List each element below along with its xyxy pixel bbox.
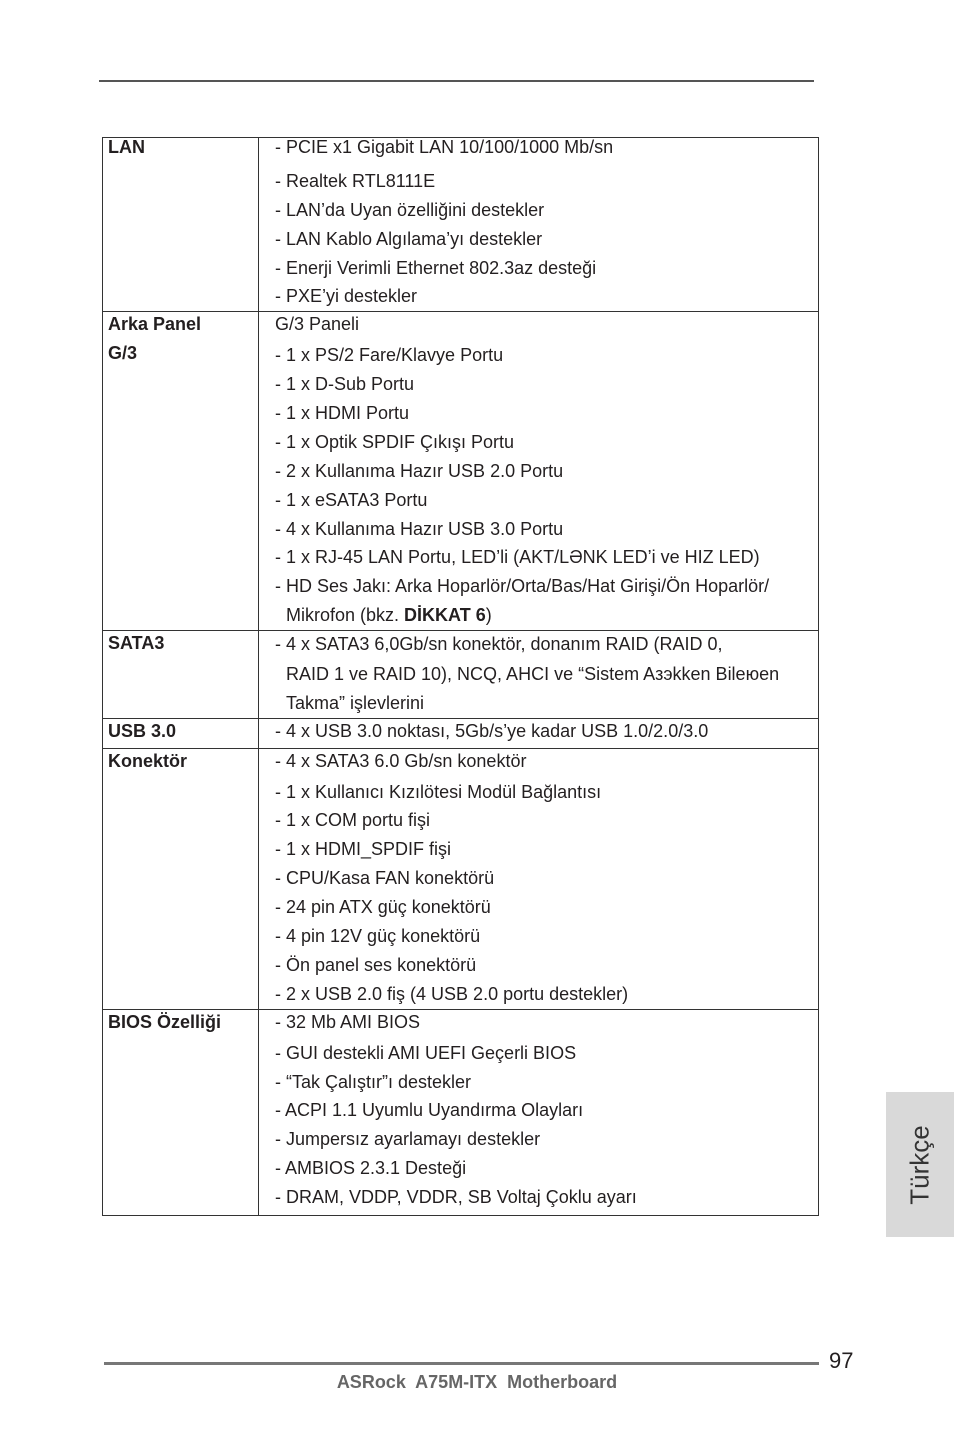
spec-items-cell [259, 631, 819, 719]
spec-item: - 4 x SATA3 6,0Gb/sn konektör, donanım RAID (RAID 0, [275, 634, 723, 655]
spec-label-cell [103, 312, 259, 631]
spec-item: - LAN’da Uyan özelliğini destekler [275, 199, 545, 220]
spec-items-cell [259, 748, 819, 1009]
spec-item: - CPU/Kasa FAN konektörü [275, 868, 495, 889]
spec-label: USB 3.0 [108, 720, 177, 741]
spec-item: RAID 1 ve RAID 10), NCQ, AHCI ve “Sistem Aзэkken Bileюen [286, 664, 780, 685]
spec-items-cell [259, 312, 819, 631]
spec-row-lan [103, 138, 819, 312]
spec-item [275, 601, 818, 630]
spec-item: - LAN Kablo Algılama’yı destekler [275, 228, 543, 249]
spec-item: - 1 x HDMI Portu [275, 403, 410, 424]
spec-label: BIOS Özelliği [108, 1011, 222, 1032]
spec-items-cell [259, 138, 819, 312]
spec-item: - 1 x Kullanıcı Kızılötesi Modül Bağlantısı [275, 781, 602, 802]
spec-row-usb30 [103, 718, 819, 748]
language-tab-label: Türkçe [904, 1124, 935, 1205]
spec-items-cell [259, 718, 819, 748]
spec-item-text: ) [485, 605, 492, 626]
spec-label-cell [103, 718, 259, 748]
spec-item: - 4 x SATA3 6.0 Gb/sn konektör [275, 750, 527, 771]
spec-item: - PCIE x1 Gigabit LAN 10/100/1000 Mb/sn [275, 137, 614, 157]
spec-item: - 1 x eSATA3 Portu [275, 489, 428, 510]
spec-item: - 1 x Optik SPDIF Çıkışı Portu [275, 431, 515, 452]
page-number: 97 [829, 1348, 854, 1373]
spec-label: Arka Panel [108, 314, 202, 335]
spec-item: - 1 x RJ-45 LAN Portu, LED’li (AKT/LƏNK LED’i ve HIZ LED) [275, 547, 760, 568]
spec-item-bold-reference: DİKKAT 6 [404, 605, 486, 626]
spec-item: - PXE’yi destekler [275, 286, 418, 307]
spec-item: - Enerji Verimli Ethernet 802.3az desteği [275, 257, 597, 278]
language-tab [886, 1092, 954, 1237]
spec-row-bios [103, 1009, 819, 1215]
spec-label-cell [103, 138, 259, 312]
spec-item: - 4 pin 12V güç konektörü [275, 926, 481, 947]
spec-item: - 1 x PS/2 Fare/Klavye Portu [275, 345, 504, 366]
spec-label: LAN [108, 137, 145, 157]
spec-item: - 2 x Kullanıma Hazır USB 2.0 Portu [275, 460, 564, 481]
spec-item: - 2 x USB 2.0 fiş (4 USB 2.0 portu destekler) [275, 983, 629, 1004]
spec-items-cell [259, 1009, 819, 1215]
spec-item: - 1 x COM portu fişi [275, 810, 431, 831]
spec-item: - Realtek RTL8111E [275, 170, 436, 191]
spec-label: Konektör [108, 750, 188, 771]
footer-rule [104, 1362, 819, 1365]
spec-item: - AMBIOS 2.3.1 Desteği [275, 1158, 467, 1179]
spec-row-rear-panel [103, 312, 819, 631]
spec-item: - “Tak Çalıştır”ı destekler [275, 1071, 472, 1092]
spec-item: - HD Ses Jakı: Arka Hoparlör/Orta/Bas/Hat Girişi/Ön Hoparlör/ [275, 576, 770, 597]
spec-item: - 1 x D-Sub Portu [275, 374, 415, 395]
spec-row-connector [103, 748, 819, 1009]
specifications-table [102, 137, 819, 1216]
spec-item: - 32 Mb AMI BIOS [275, 1011, 421, 1032]
spec-item: - 4 x Kullanıma Hazır USB 3.0 Portu [275, 518, 564, 539]
spec-item: - 4 x USB 3.0 noktası, 5Gb/s’ye kadar USB 1.0/2.0/3.0 [275, 720, 709, 741]
spec-item-text: Mikrofon (bkz. [286, 605, 405, 626]
header-rule [99, 80, 814, 82]
spec-item: G/3 Paneli [275, 314, 360, 335]
spec-label-cell [103, 748, 259, 1009]
spec-label-cell [103, 631, 259, 719]
spec-item: - Jumpersız ayarlamayı destekler [275, 1129, 541, 1150]
spec-label: G/3 [108, 343, 138, 364]
spec-item: - 24 pin ATX güç konektörü [275, 897, 491, 918]
spec-label-cell [103, 1009, 259, 1215]
spec-row-sata3 [103, 631, 819, 719]
spec-item: - 1 x HDMI_SPDIF fişi [275, 839, 452, 860]
spec-item: Takma” işlevlerini [286, 692, 425, 713]
footer-title: ASRock A75M-ITX Motherboard [336, 1372, 618, 1392]
spec-label: SATA3 [108, 633, 165, 654]
spec-item: - Ön panel ses konektörü [275, 954, 477, 975]
spec-item: - DRAM, VDDP, VDDR, SB Voltaj Çoklu ayarı [275, 1187, 637, 1208]
spec-item: - GUI destekli AMI UEFI Geçerli BIOS [275, 1042, 577, 1063]
spec-item: - ACPI 1.1 Uyumlu Uyandırma Olayları [275, 1100, 584, 1121]
